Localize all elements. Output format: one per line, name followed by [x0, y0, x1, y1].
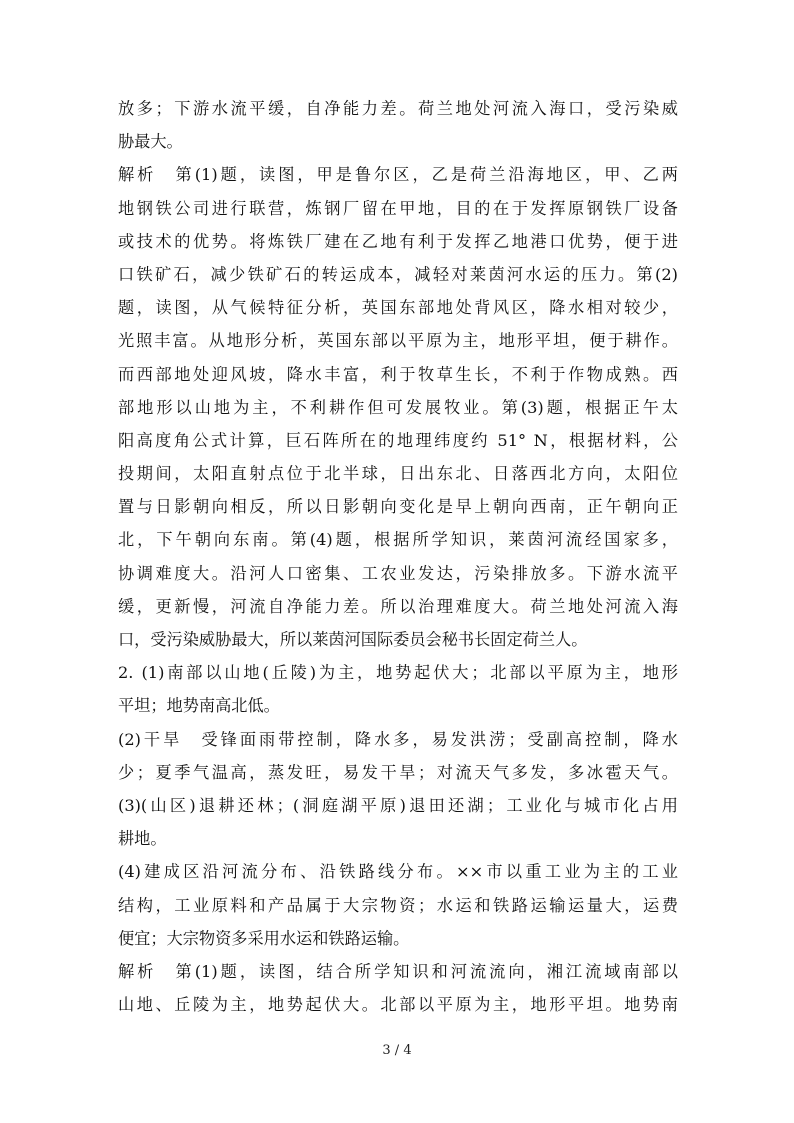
text-line: 解析 第(1)题，读图，结合所学知识和河流流向，湘江流域南部以: [118, 961, 678, 981]
text-line: 结构，工业原料和产品属于大宗物资；水运和铁路运输运量大，运费: [118, 895, 678, 915]
text-line: 胁最大。: [118, 132, 183, 152]
text-line: 放多；下游水流平缓，自净能力差。荷兰地处河流入海口，受污染威: [118, 99, 678, 118]
text-line: 口铁矿石，减少铁矿石的转运成本，减轻对莱茵河水运的压力。第(2): [118, 264, 678, 284]
document-body: [118, 92, 678, 1021]
text-line: 平坦；地势南高北低。: [118, 696, 280, 716]
text-line: 或技术的优势。将炼铁厂建在乙地有利于发挥乙地港口优势，便于进: [118, 231, 678, 251]
text-line: 耕地。: [118, 829, 167, 849]
text-line: (3)(山区)退耕还林；(洞庭湖平原)退田还湖；工业化与城市化占用: [118, 795, 678, 815]
text-line: 地钢铁公司进行联营，炼钢厂留在甲地，目的在于发挥原钢铁厂设备: [118, 198, 678, 218]
text-line: 口，受污染威胁最大，所以莱茵河国际委员会秘书长固定荷兰人。: [118, 630, 588, 649]
text-line: 题，读图，从气候特征分析，英国东部地处背风区，降水相对较少，: [118, 298, 678, 318]
text-line: 北，下午朝向东南。第(4)题，根据所学知识，莱茵河流经国家多，: [118, 530, 678, 550]
text-line: 光照丰富。从地形分析，英国东部以平原为主，地形平坦，便于耕作。: [118, 331, 678, 351]
page-number: 3 / 4: [382, 1043, 412, 1058]
text-line: 2. (1)南部以山地(丘陵)为主，地势起伏大；北部以平原为主，地形: [118, 663, 678, 683]
text-line: 部地形以山地为主，不利耕作但可发展牧业。第(3)题，根据正午太: [118, 397, 678, 417]
text-line: 置与日影朝向相反，所以日影朝向变化是早上朝向西南，正午朝向正: [118, 497, 678, 517]
text-line: 投期间，太阳直射点位于北半球，日出东北、日落西北方向，太阳位: [118, 464, 678, 484]
text-line: 协调难度大。沿河人口密集、工农业发达，污染排放多。下游水流平: [118, 563, 678, 583]
text-line: 山地、丘陵为主，地势起伏大。北部以平原为主，地形平坦。地势南: [118, 995, 678, 1015]
text-line: 而西部地处迎风坡，降水丰富，利于牧草生长，不利于作物成熟。西: [118, 364, 678, 384]
text-line: 阳高度角公式计算，巨石阵所在的地理纬度约 51° N，根据材料，公: [118, 430, 678, 450]
text-line: 缓，更新慢，河流自净能力差。所以治理难度大。荷兰地处河流入海: [118, 596, 678, 616]
text-line: (4)建成区沿河流分布、沿铁路线分布。××市以重工业为主的工业: [118, 862, 678, 882]
text-line: (2)干旱 受锋面雨带控制，降水多，易发洪涝；受副高控制，降水: [118, 729, 678, 749]
text-line: 便宜；大宗物资多采用水运和铁路运输。: [118, 928, 410, 948]
text-line: 解析 第(1)题，读图，甲是鲁尔区，乙是荷兰沿海地区，甲、乙两: [118, 165, 678, 185]
text-line: 少；夏季气温高，蒸发旺，易发干旱；对流天气多发，多冰雹天气。: [118, 762, 678, 782]
